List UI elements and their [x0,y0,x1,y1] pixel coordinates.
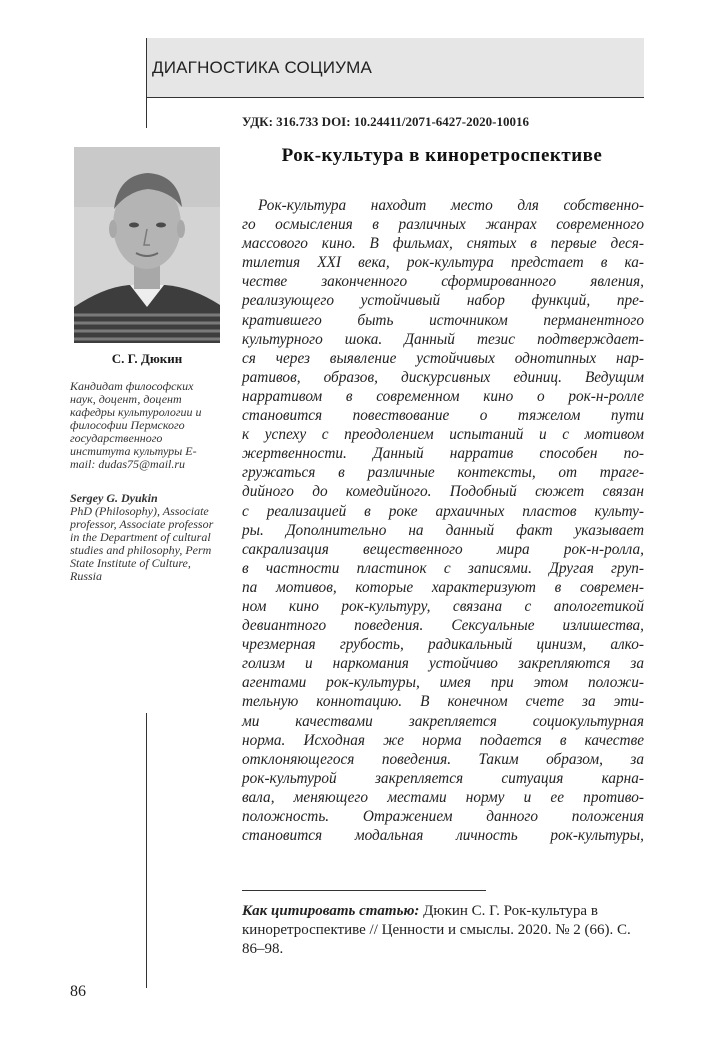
abstract-line: культурного шока. Данный тезис подтверждает- [242,330,644,348]
section-title: ДИАГНОСТИКА СОЦИУМА [152,58,373,77]
abstract-line: отклоняющегося поведения. Таким образом, за [242,750,644,768]
abstract-line: чрезмерная грубость, радикальный цинизм, алко- [242,636,644,654]
abstract-line: го осмысления в различных жанрах современного [242,216,644,234]
abstract-line: кратившего быть источником перманентного [242,311,644,329]
abstract-line: сакрализация вещественного мира рок-н-ролла, [242,540,644,558]
abstract-line: девиантного поведения. Сексуальные излишества, [242,617,644,635]
citation-label: Как цитировать статью: [242,903,420,919]
left-column-vertical-rule [146,713,147,988]
author-info-en-block [70,492,220,583]
citation [242,902,644,959]
abstract-line: гружаться в различные контексты, от траге- [242,464,644,482]
abstract-line: жертвенности. Данный нарратив способен по- [242,445,644,463]
abstract [242,196,644,845]
abstract-line: вала, меняющего местами норму и ее противо- [242,788,644,806]
author-photo [74,147,220,343]
abstract-line: ративов, образов, дискурсивных единиц. Ведущим [242,368,644,386]
author-name-en: Sergey G. Dyukin [70,491,158,505]
abstract-line: тилетия XXI века, рок-культура предстает в ка- [242,254,644,272]
abstract-line: ном кино рок-культуру, связана с апологетикой [242,597,644,615]
footnote-rule [242,890,486,891]
abstract-line: Рок-культура находит место для собственно- [258,197,644,214]
citation-text: Дюкин С. Г. Рок-культура в киноретроспективе // Ценности и смыслы. 2020. № 2 (66). С. 86–98. [242,903,631,957]
abstract-line: тельную коннотацию. В конечном счете за эти- [242,693,644,711]
abstract-line: норма. Исходная же норма подается в качестве [242,731,644,749]
author-info-en: PhD (Philosophy), Associate professor, Associate professor in the Department of cultural studies and philosophy, Perm State Institute of Culture, Russia [70,504,214,583]
udk-doi-line: УДК: 316.733 DOI: 10.24411/2071-6427-2020-10016 [242,114,529,129]
abstract-line: ры. Дополнительно на данный факт указывает [242,521,644,539]
abstract-line: па мотивов, которые характеризуют в современ- [242,578,644,596]
abstract-line: ся через выявление устойчивых однотипных нар- [242,349,644,367]
author-info-ru: Кандидат философских наук, доцент, доцент кафедры культурологии и философии Пермского государственного института культуры E-mail: dudas75@mail.ru [70,379,202,471]
abstract-line: рок-культурой закрепляется ситуация карна- [242,769,644,787]
abstract-line: положность. Отражением данного положения [242,808,644,825]
abstract-line: агентами рок-культуры, имея при этом положи- [242,674,644,692]
abstract-line: массового кино. В фильмах, снятых в первые деся- [242,235,644,253]
author-name: С. Г. Дюкин [111,351,183,366]
article-title: Рок-культура в киноретроспективе [281,145,603,166]
abstract-line: реализующего устойчивый набор функций, пре- [242,292,644,310]
abstract-line: дийного до комедийного. Подобный сюжет связан [242,483,644,501]
page-number: 86 [70,983,86,1000]
abstract-line: в частности пластинок с записями. Другая груп- [242,559,644,577]
abstract-line: становится модальная личность рок-культуры, [242,827,644,845]
abstract-line: к успеху с преодолением испытаний и с мотивом [242,426,644,444]
abstract-line: нарративом в современном кино о рок-н-ролле [242,387,644,405]
abstract-line: голизм и наркомания устойчиво закрепляются за [242,655,644,673]
abstract-line: становится повествование о тяжелом пути [242,407,644,425]
abstract-line: ми качествами закрепляется социокультурная [242,712,644,730]
abstract-line: честве законченного сформированного явления, [242,273,644,291]
header-horizontal-rule [146,97,644,98]
abstract-line: с реализацией в роке архаичных пластов культу- [242,502,644,520]
header-vertical-rule [146,38,147,128]
